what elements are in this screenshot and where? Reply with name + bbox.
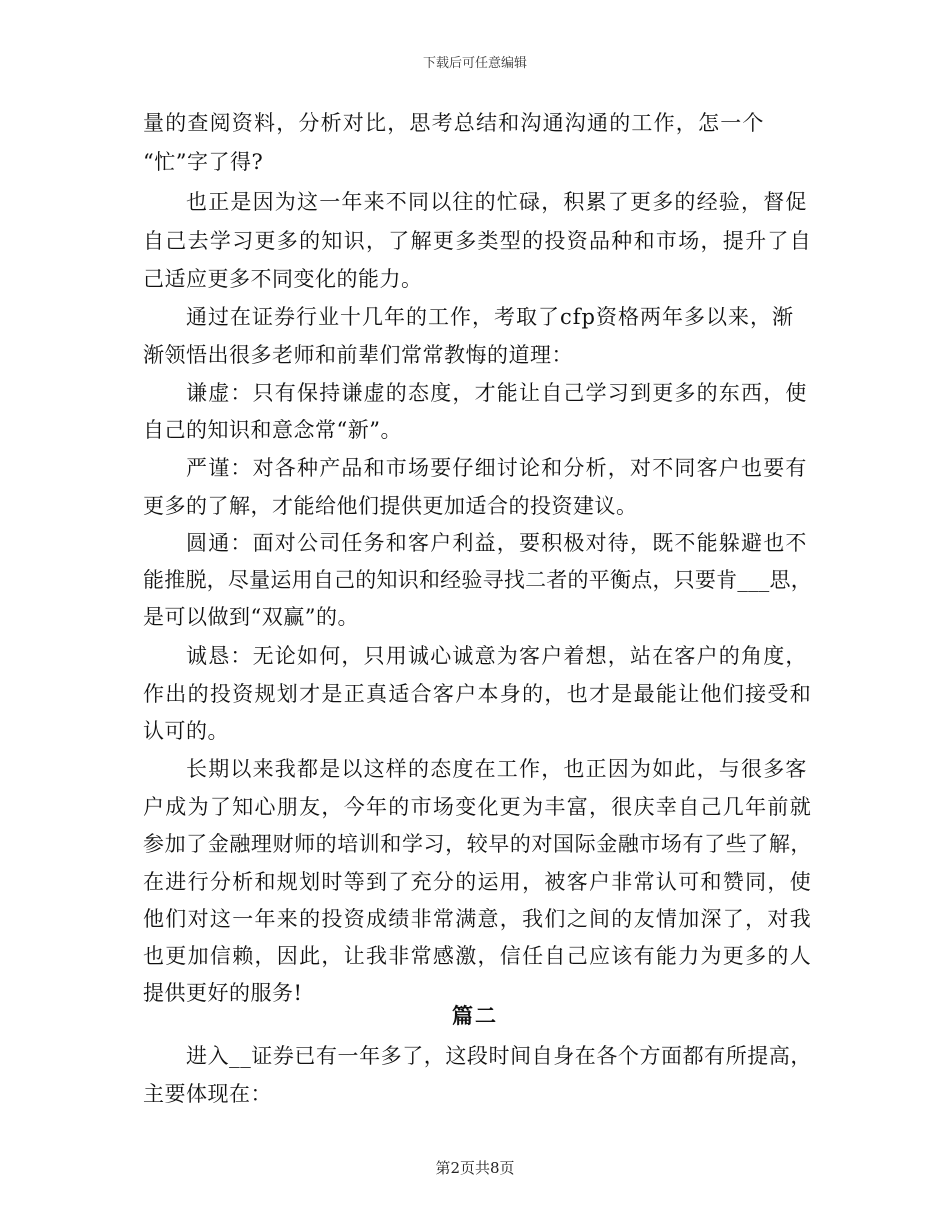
body-line: 他们对这一年来的投资成绩非常满意，我们之间的友情加深了，对我 <box>143 907 812 931</box>
body-line: 己适应更多不同变化的能力。 <box>143 267 423 291</box>
body-line: 通过在证券行业十几年的工作，考取了cfp资格两年多以来，渐 <box>186 305 794 329</box>
body-line: 渐领悟出很多老师和前辈们常常教悔的道理： <box>143 343 573 367</box>
body-line: 谦虚：只有保持谦虚的态度，才能让自己学习到更多的东西，使 <box>186 381 808 405</box>
body-line: 进入__证券已有一年多了，这段时间自身在各个方面都有所提高， <box>186 1044 812 1068</box>
body-line: 自己去学习更多的知识，了解更多类型的投资品种和市场，提升了自 <box>143 229 812 253</box>
body-line: 长期以来我都是以这样的态度在工作，也正因为如此，与很多客 <box>186 757 808 781</box>
body-line: 也更加信赖，因此，让我非常感激，信任自己应该有能力为更多的人 <box>143 944 812 968</box>
body-line: 量的查阅资料，分析对比，思考总结和沟通沟通的工作，怎一个 <box>143 111 765 135</box>
body-line: 自己的知识和意念常“新”。 <box>143 418 402 442</box>
body-line: 提供更好的服务! <box>143 981 303 1005</box>
page-header-note: 下载后可任意编辑 <box>422 56 527 71</box>
body-line: “忙”字了得? <box>143 150 264 174</box>
body-line: 在进行分析和规划时等到了充分的运用，被客户非常认可和赞同，使 <box>143 870 812 894</box>
body-line: 户成为了知心朋友，今年的市场变化更为丰富，很庆幸自己几年前就 <box>143 795 812 819</box>
body-line: 是可以做到“双赢”的。 <box>143 605 359 629</box>
body-line: 参加了金融理财师的培训和学习，较早的对国际金融市场有了些了解， <box>143 832 812 856</box>
body-line: 圆通：面对公司任务和客户利益，要积极对待，既不能躲避也不 <box>186 531 808 555</box>
page-number: 第2页共8页 <box>435 1159 515 1177</box>
body-line: 能推脱，尽量运用自己的知识和经验寻找二者的平衡点，只要肯___思， <box>143 568 812 592</box>
body-line: 认可的。 <box>143 719 229 743</box>
body-line: 也正是因为这一年来不同以往的忙碌，积累了更多的经验，督促 <box>186 190 808 214</box>
body-line: 诚恳：无论如何，只用诚心诚意为客户着想，站在客户的角度， <box>186 644 808 668</box>
body-line: 严谨：对各种产品和市场要仔细讨论和分析，对不同客户也要有 <box>186 456 808 480</box>
body-line: 作出的投资规划才是正真适合客户本身的，也才是最能让他们接受和 <box>143 682 812 706</box>
section-title: 篇二 <box>452 1003 498 1028</box>
body-line: 更多的了解，才能给他们提供更加适合的投资建议。 <box>143 494 638 518</box>
body-line: 主要体现在： <box>143 1082 272 1106</box>
